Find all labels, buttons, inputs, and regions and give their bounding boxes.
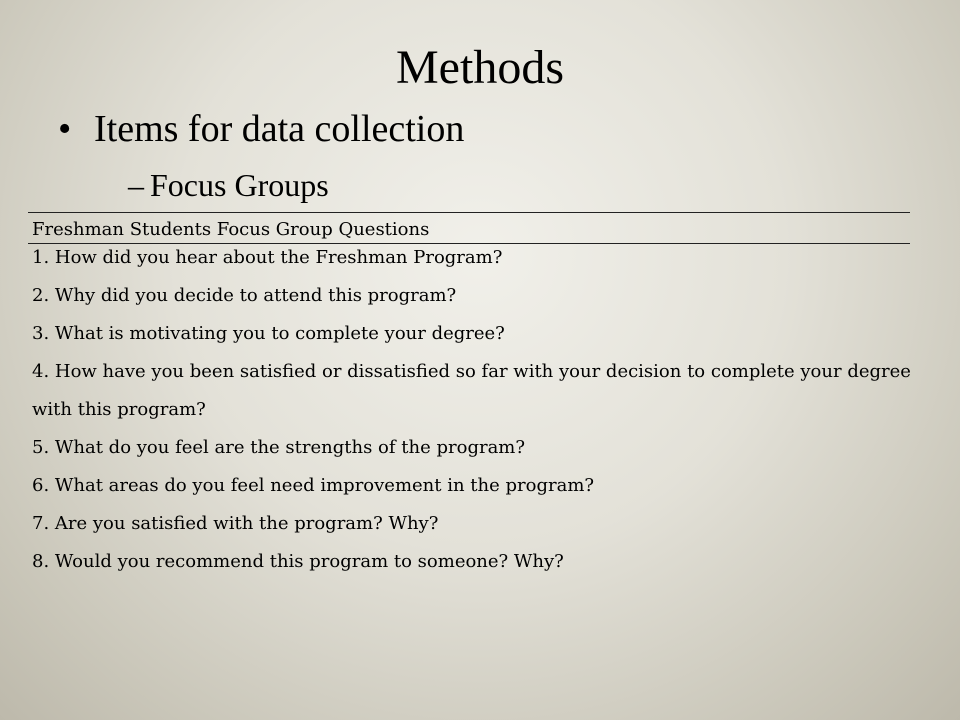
question-row: 2. Why did you decide to attend this program? — [32, 285, 457, 306]
sub-bullet-text: Focus Groups — [150, 167, 329, 203]
question-row: 3. What is motivating you to complete your degree? — [32, 323, 505, 344]
question-row-continuation: with this program? — [32, 399, 206, 420]
sub-bullet-focus-groups — [128, 162, 329, 208]
question-row: 4. How have you been satisfied or dissatisfied so far with your decision to complete your degree — [32, 361, 911, 382]
bullet-items-for-data-collection — [58, 104, 464, 154]
question-row: 1. How did you hear about the Freshman Program? — [32, 247, 503, 268]
table-title: Freshman Students Focus Group Questions — [32, 219, 430, 240]
question-row: 6. What areas do you feel need improvement in the program? — [32, 475, 595, 496]
bullet-marker: • — [58, 108, 72, 150]
slide-title: Methods — [396, 41, 564, 94]
question-row: 7. Are you satisfied with the program? Why? — [32, 513, 439, 534]
focus-group-questions-table — [28, 212, 910, 586]
bullet-text: Items for data collection — [94, 108, 465, 150]
sub-bullet-marker: – — [128, 167, 144, 203]
question-row: 8. Would you recommend this program to someone? Why? — [32, 551, 564, 572]
question-row: 5. What do you feel are the strengths of the program? — [32, 437, 526, 458]
